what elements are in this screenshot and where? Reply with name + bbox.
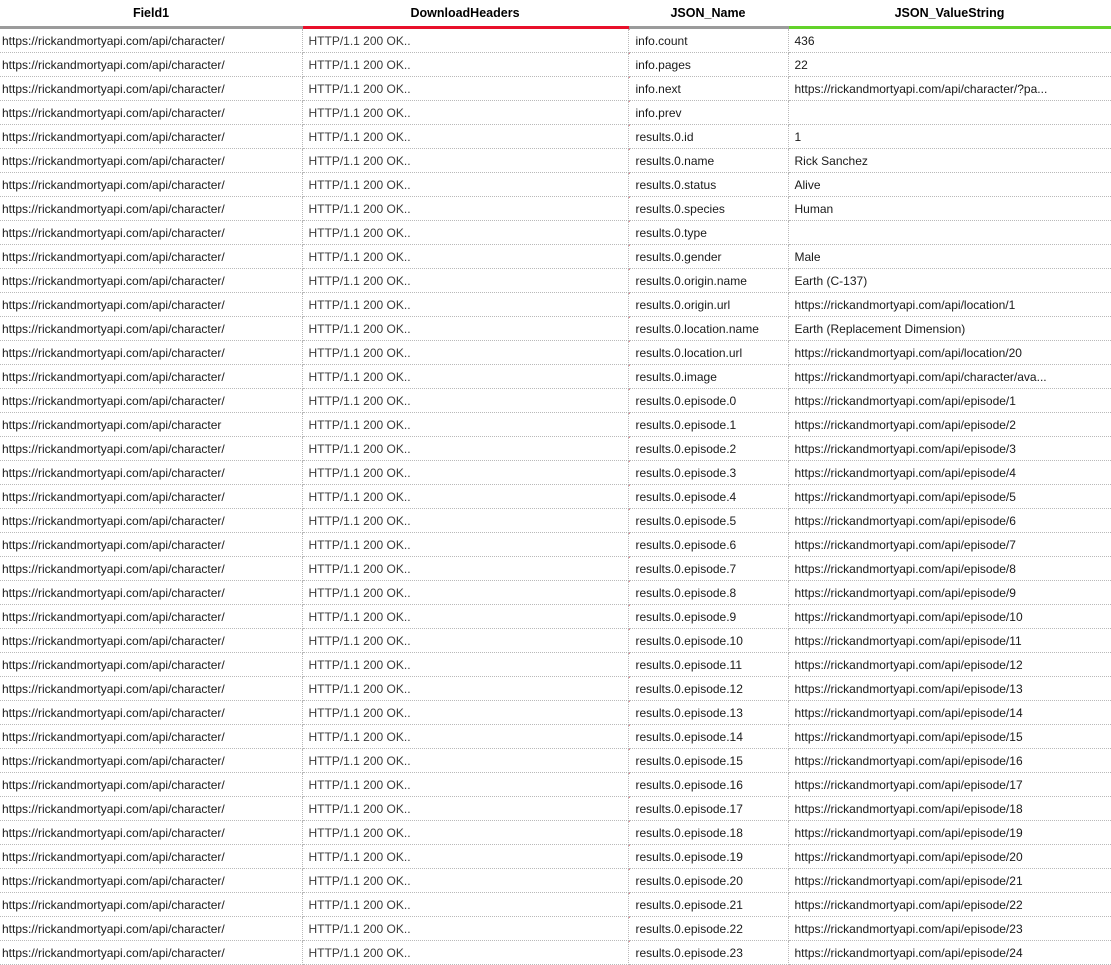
cell-field1[interactable]: https://rickandmortyapi.com/api/character/ (0, 581, 302, 605)
cell-download-headers[interactable]: HTTP/1.1 200 OK.. (302, 581, 628, 605)
cell-json-name-text: results.0.episode.22 (635, 921, 743, 936)
cell-error-triangle-icon (628, 245, 631, 254)
table-row[interactable] (0, 869, 1111, 893)
table-row[interactable] (0, 341, 1111, 365)
cell-json-name-text: results.0.episode.15 (635, 753, 743, 768)
cell-json-valuestring[interactable]: https://rickandmortyapi.com/api/episode/5 (788, 485, 1111, 509)
cell-error-triangle-icon (628, 341, 631, 350)
cell-error-triangle-icon (628, 485, 631, 494)
cell-json-valuestring[interactable]: https://rickandmortyapi.com/api/character/?pa... (788, 77, 1111, 101)
cell-json-name[interactable] (628, 173, 788, 197)
cell-download-headers[interactable]: HTTP/1.1 200 OK.. (302, 341, 628, 365)
cell-error-triangle-icon (628, 437, 631, 446)
cell-json-name[interactable] (628, 437, 788, 461)
table-row[interactable] (0, 28, 1111, 53)
table-row[interactable] (0, 773, 1111, 797)
cell-json-valuestring[interactable] (788, 221, 1111, 245)
cell-download-headers[interactable]: HTTP/1.1 200 OK.. (302, 149, 628, 173)
cell-json-valuestring[interactable]: https://rickandmortyapi.com/api/episode/11 (788, 629, 1111, 653)
cell-download-headers[interactable]: HTTP/1.1 200 OK.. (302, 869, 628, 893)
cell-field1[interactable]: https://rickandmortyapi.com/api/character/ (0, 101, 302, 125)
cell-download-headers[interactable]: HTTP/1.1 200 OK.. (302, 485, 628, 509)
cell-json-name-text: results.0.episode.16 (635, 777, 743, 792)
cell-json-name[interactable] (628, 125, 788, 149)
table-row[interactable] (0, 821, 1111, 845)
cell-field1[interactable]: https://rickandmortyapi.com/api/character/ (0, 365, 302, 389)
cell-json-name-text: results.0.episode.9 (635, 609, 737, 624)
cell-json-name[interactable] (628, 869, 788, 893)
cell-error-triangle-icon (628, 317, 631, 326)
cell-json-name-text: results.0.episode.12 (635, 681, 743, 696)
cell-json-name[interactable] (628, 941, 788, 965)
cell-json-valuestring[interactable]: https://rickandmortyapi.com/api/episode/18 (788, 797, 1111, 821)
cell-error-triangle-icon (628, 197, 631, 206)
cell-json-valuestring[interactable]: Earth (C-137) (788, 269, 1111, 293)
table-row[interactable] (0, 437, 1111, 461)
cell-field1[interactable]: https://rickandmortyapi.com/api/character/ (0, 341, 302, 365)
table-row[interactable] (0, 365, 1111, 389)
cell-error-triangle-icon (628, 389, 631, 398)
cell-json-name[interactable] (628, 317, 788, 341)
cell-download-headers[interactable]: HTTP/1.1 200 OK.. (302, 557, 628, 581)
cell-download-headers[interactable]: HTTP/1.1 200 OK.. (302, 845, 628, 869)
cell-json-name-text: results.0.origin.name (635, 273, 747, 288)
cell-download-headers[interactable]: HTTP/1.1 200 OK.. (302, 941, 628, 965)
cell-download-headers[interactable]: HTTP/1.1 200 OK.. (302, 677, 628, 701)
cell-json-name-text: results.0.episode.3 (635, 465, 737, 480)
cell-field1[interactable]: https://rickandmortyapi.com/api/character/ (0, 197, 302, 221)
cell-json-name[interactable] (628, 797, 788, 821)
cell-error-triangle-icon (628, 701, 631, 710)
cell-json-valuestring[interactable]: https://rickandmortyapi.com/api/episode/2 (788, 413, 1111, 437)
cell-field1[interactable]: https://rickandmortyapi.com/api/character/ (0, 725, 302, 749)
cell-json-name[interactable] (628, 365, 788, 389)
table-body (0, 28, 1111, 965)
cell-field1[interactable]: https://rickandmortyapi.com/api/character/ (0, 629, 302, 653)
cell-field1[interactable]: https://rickandmortyapi.com/api/character/ (0, 533, 302, 557)
cell-error-triangle-icon (628, 269, 631, 278)
cell-field1[interactable]: https://rickandmortyapi.com/api/character/ (0, 53, 302, 77)
cell-json-name[interactable] (628, 581, 788, 605)
table-row[interactable] (0, 629, 1111, 653)
cell-json-name-text: results.0.episode.8 (635, 585, 737, 600)
cell-download-headers[interactable]: HTTP/1.1 200 OK.. (302, 509, 628, 533)
cell-json-name-text: results.0.episode.11 (635, 657, 743, 672)
cell-error-triangle-icon (628, 797, 631, 806)
cell-json-name[interactable] (628, 845, 788, 869)
cell-download-headers[interactable]: HTTP/1.1 200 OK.. (302, 701, 628, 725)
cell-json-valuestring[interactable]: https://rickandmortyapi.com/api/episode/3 (788, 437, 1111, 461)
cell-field1[interactable]: https://rickandmortyapi.com/api/character/ (0, 821, 302, 845)
cell-json-name[interactable] (628, 605, 788, 629)
cell-error-triangle-icon (628, 653, 631, 662)
cell-error-triangle-icon (628, 893, 631, 902)
cell-json-valuestring[interactable]: https://rickandmortyapi.com/api/character/ava... (788, 365, 1111, 389)
cell-json-valuestring[interactable]: https://rickandmortyapi.com/api/episode/15 (788, 725, 1111, 749)
cell-field1[interactable]: https://rickandmortyapi.com/api/character/ (0, 389, 302, 413)
cell-download-headers[interactable]: HTTP/1.1 200 OK.. (302, 917, 628, 941)
cell-field1[interactable]: https://rickandmortyapi.com/api/character/ (0, 461, 302, 485)
table-row[interactable] (0, 653, 1111, 677)
cell-json-valuestring[interactable]: https://rickandmortyapi.com/api/location/1 (788, 293, 1111, 317)
cell-json-name-text: results.0.name (635, 153, 715, 168)
cell-error-triangle-icon (628, 749, 631, 758)
cell-field1[interactable]: https://rickandmortyapi.com/api/character/ (0, 917, 302, 941)
cell-json-valuestring[interactable]: https://rickandmortyapi.com/api/episode/14 (788, 701, 1111, 725)
cell-json-name[interactable] (628, 77, 788, 101)
cell-json-name-text: results.0.species (635, 201, 725, 216)
cell-field1[interactable]: https://rickandmortyapi.com/api/character/ (0, 317, 302, 341)
cell-field1[interactable]: https://rickandmortyapi.com/api/character/ (0, 509, 302, 533)
table-row[interactable] (0, 533, 1111, 557)
cell-json-valuestring[interactable]: https://rickandmortyapi.com/api/episode/16 (788, 749, 1111, 773)
table-row[interactable] (0, 797, 1111, 821)
cell-json-name[interactable] (628, 221, 788, 245)
cell-json-name[interactable] (628, 389, 788, 413)
cell-json-name-text: results.0.id (635, 129, 694, 144)
cell-json-name[interactable] (628, 269, 788, 293)
cell-json-name[interactable] (628, 341, 788, 365)
cell-download-headers[interactable]: HTTP/1.1 200 OK.. (302, 221, 628, 245)
cell-json-valuestring[interactable]: https://rickandmortyapi.com/api/episode/20 (788, 845, 1111, 869)
cell-download-headers[interactable]: HTTP/1.1 200 OK.. (302, 269, 628, 293)
table-row[interactable] (0, 77, 1111, 101)
cell-json-name-text: results.0.episode.10 (635, 633, 743, 648)
cell-download-headers[interactable]: HTTP/1.1 200 OK.. (302, 101, 628, 125)
cell-download-headers[interactable]: HTTP/1.1 200 OK.. (302, 749, 628, 773)
cell-error-triangle-icon (628, 413, 631, 422)
cell-json-name-text: results.0.type (635, 225, 707, 240)
table-row[interactable] (0, 101, 1111, 125)
column-header-json-name[interactable]: JSON_Name (628, 0, 788, 28)
cell-field1[interactable]: https://rickandmortyapi.com/api/character/ (0, 77, 302, 101)
cell-download-headers[interactable]: HTTP/1.1 200 OK.. (302, 125, 628, 149)
cell-json-valuestring[interactable]: https://rickandmortyapi.com/api/episode/1 (788, 389, 1111, 413)
cell-download-headers[interactable]: HTTP/1.1 200 OK.. (302, 413, 628, 437)
table-row[interactable] (0, 749, 1111, 773)
cell-field1[interactable]: https://rickandmortyapi.com/api/character/ (0, 221, 302, 245)
cell-field1[interactable]: https://rickandmortyapi.com/api/character/ (0, 149, 302, 173)
cell-json-name-text: results.0.episode.2 (635, 441, 737, 456)
cell-json-name[interactable] (628, 677, 788, 701)
table-row[interactable] (0, 125, 1111, 149)
cell-json-valuestring[interactable]: https://rickandmortyapi.com/api/episode/9 (788, 581, 1111, 605)
cell-error-triangle-icon (628, 101, 631, 110)
cell-error-triangle-icon (628, 821, 631, 830)
table-row[interactable] (0, 149, 1111, 173)
cell-download-headers[interactable]: HTTP/1.1 200 OK.. (302, 365, 628, 389)
cell-json-valuestring[interactable]: Human (788, 197, 1111, 221)
cell-download-headers[interactable]: HTTP/1.1 200 OK.. (302, 317, 628, 341)
cell-download-headers[interactable]: HTTP/1.1 200 OK.. (302, 173, 628, 197)
table-row[interactable] (0, 941, 1111, 965)
cell-json-valuestring[interactable]: Rick Sanchez (788, 149, 1111, 173)
table-row[interactable] (0, 173, 1111, 197)
cell-json-valuestring[interactable]: https://rickandmortyapi.com/api/episode/12 (788, 653, 1111, 677)
cell-error-triangle-icon (628, 221, 631, 230)
cell-field1[interactable]: https://rickandmortyapi.com/api/character/ (0, 845, 302, 869)
cell-json-name-text: results.0.status (635, 177, 717, 192)
cell-json-name-text: results.0.origin.url (635, 297, 731, 312)
cell-json-valuestring[interactable]: https://rickandmortyapi.com/api/episode/19 (788, 821, 1111, 845)
table-row[interactable] (0, 221, 1111, 245)
cell-field1[interactable]: https://rickandmortyapi.com/api/character/ (0, 245, 302, 269)
cell-json-name[interactable] (628, 557, 788, 581)
cell-json-valuestring[interactable]: https://rickandmortyapi.com/api/episode/23 (788, 917, 1111, 941)
table-row[interactable] (0, 557, 1111, 581)
cell-error-triangle-icon (628, 77, 631, 86)
cell-json-name[interactable] (628, 629, 788, 653)
cell-download-headers[interactable]: HTTP/1.1 200 OK.. (302, 197, 628, 221)
cell-download-headers[interactable]: HTTP/1.1 200 OK.. (302, 893, 628, 917)
table-row[interactable] (0, 605, 1111, 629)
cell-json-name-text: info.next (635, 81, 681, 96)
cell-json-name-text: results.0.episode.17 (635, 801, 743, 816)
cell-json-valuestring[interactable]: https://rickandmortyapi.com/api/episode/6 (788, 509, 1111, 533)
cell-json-name-text: results.0.image (635, 369, 717, 384)
cell-download-headers[interactable]: HTTP/1.1 200 OK.. (302, 821, 628, 845)
cell-json-name[interactable] (628, 533, 788, 557)
table-row[interactable] (0, 245, 1111, 269)
cell-json-name[interactable] (628, 509, 788, 533)
cell-json-name-text: results.0.episode.23 (635, 945, 743, 960)
cell-json-valuestring[interactable]: https://rickandmortyapi.com/api/episode/13 (788, 677, 1111, 701)
table-row[interactable] (0, 581, 1111, 605)
table-header-row (0, 0, 1111, 28)
cell-field1[interactable]: https://rickandmortyapi.com/api/character/ (0, 125, 302, 149)
cell-json-name-text: results.0.episode.13 (635, 705, 743, 720)
cell-json-name[interactable] (628, 893, 788, 917)
cell-field1[interactable]: https://rickandmortyapi.com/api/character/ (0, 797, 302, 821)
cell-json-name[interactable] (628, 245, 788, 269)
cell-download-headers[interactable]: HTTP/1.1 200 OK.. (302, 797, 628, 821)
cell-json-name-text: results.0.episode.5 (635, 513, 737, 528)
cell-error-triangle-icon (628, 629, 631, 638)
cell-json-name-text: results.0.episode.0 (635, 393, 737, 408)
cell-error-triangle-icon (628, 53, 631, 62)
table-row[interactable] (0, 389, 1111, 413)
cell-json-name-text: results.0.episode.7 (635, 561, 737, 576)
cell-json-name-text: results.0.episode.14 (635, 729, 743, 744)
cell-download-headers[interactable]: HTTP/1.1 200 OK.. (302, 461, 628, 485)
cell-field1[interactable]: https://rickandmortyapi.com/api/character/ (0, 28, 302, 53)
column-header-field1[interactable]: Field1 (0, 0, 302, 28)
cell-json-name[interactable] (628, 461, 788, 485)
cell-json-name-text: info.prev (635, 105, 682, 120)
cell-error-triangle-icon (628, 365, 631, 374)
cell-download-headers[interactable]: HTTP/1.1 200 OK.. (302, 773, 628, 797)
cell-json-valuestring[interactable]: https://rickandmortyapi.com/api/episode/4 (788, 461, 1111, 485)
cell-error-triangle-icon (628, 149, 631, 158)
cell-json-name[interactable] (628, 917, 788, 941)
cell-download-headers[interactable]: HTTP/1.1 200 OK.. (302, 605, 628, 629)
cell-download-headers[interactable]: HTTP/1.1 200 OK.. (302, 389, 628, 413)
cell-error-triangle-icon (628, 677, 631, 686)
cell-json-name-text: info.count (635, 33, 688, 48)
table-row[interactable] (0, 413, 1111, 437)
cell-field1[interactable]: https://rickandmortyapi.com/api/character/ (0, 653, 302, 677)
table-row[interactable] (0, 53, 1111, 77)
cell-json-name[interactable] (628, 293, 788, 317)
cell-json-name-text: results.0.episode.6 (635, 537, 737, 552)
cell-json-valuestring[interactable]: 436 (788, 28, 1111, 53)
cell-json-valuestring[interactable]: https://rickandmortyapi.com/api/episode/17 (788, 773, 1111, 797)
cell-json-name-text: results.0.episode.4 (635, 489, 737, 504)
cell-field1[interactable]: https://rickandmortyapi.com/api/character/ (0, 893, 302, 917)
cell-error-triangle-icon (628, 557, 631, 566)
cell-download-headers[interactable]: HTTP/1.1 200 OK.. (302, 437, 628, 461)
cell-download-headers[interactable]: HTTP/1.1 200 OK.. (302, 77, 628, 101)
cell-download-headers[interactable]: HTTP/1.1 200 OK.. (302, 629, 628, 653)
cell-json-valuestring[interactable]: https://rickandmortyapi.com/api/episode/7 (788, 533, 1111, 557)
cell-field1[interactable]: https://rickandmortyapi.com/api/character (0, 413, 302, 437)
cell-json-name-text: results.0.location.name (635, 321, 759, 336)
cell-field1[interactable]: https://rickandmortyapi.com/api/character/ (0, 485, 302, 509)
cell-json-name[interactable] (628, 725, 788, 749)
cell-download-headers[interactable]: HTTP/1.1 200 OK.. (302, 28, 628, 53)
cell-json-valuestring[interactable]: https://rickandmortyapi.com/api/episode/8 (788, 557, 1111, 581)
cell-field1[interactable]: https://rickandmortyapi.com/api/character/ (0, 293, 302, 317)
cell-json-name[interactable] (628, 28, 788, 53)
cell-json-name[interactable] (628, 197, 788, 221)
cell-json-valuestring[interactable]: https://rickandmortyapi.com/api/episode/24 (788, 941, 1111, 965)
cell-json-name[interactable] (628, 485, 788, 509)
cell-json-valuestring[interactable] (788, 101, 1111, 125)
cell-download-headers[interactable]: HTTP/1.1 200 OK.. (302, 245, 628, 269)
cell-download-headers[interactable]: HTTP/1.1 200 OK.. (302, 653, 628, 677)
cell-error-triangle-icon (628, 125, 631, 134)
cell-error-triangle-icon (628, 845, 631, 854)
cell-field1[interactable]: https://rickandmortyapi.com/api/character/ (0, 173, 302, 197)
table-row[interactable] (0, 509, 1111, 533)
cell-json-name-text: results.0.episode.20 (635, 873, 743, 888)
cell-error-triangle-icon (628, 173, 631, 182)
cell-json-valuestring[interactable]: https://rickandmortyapi.com/api/episode/21 (788, 869, 1111, 893)
cell-field1[interactable]: https://rickandmortyapi.com/api/character/ (0, 941, 302, 965)
table-row[interactable] (0, 845, 1111, 869)
cell-json-valuestring[interactable]: https://rickandmortyapi.com/api/episode/10 (788, 605, 1111, 629)
cell-json-name[interactable] (628, 101, 788, 125)
cell-field1[interactable]: https://rickandmortyapi.com/api/character/ (0, 749, 302, 773)
table-row[interactable] (0, 893, 1111, 917)
column-header-downloadheaders[interactable]: DownloadHeaders (302, 0, 628, 28)
cell-json-valuestring[interactable]: Male (788, 245, 1111, 269)
cell-field1[interactable]: https://rickandmortyapi.com/api/character/ (0, 557, 302, 581)
cell-json-name-text: results.0.gender (635, 249, 722, 264)
cell-json-name[interactable] (628, 773, 788, 797)
cell-error-triangle-icon (628, 581, 631, 590)
cell-error-triangle-icon (628, 293, 631, 302)
cell-json-valuestring[interactable]: 1 (788, 125, 1111, 149)
cell-download-headers[interactable]: HTTP/1.1 200 OK.. (302, 293, 628, 317)
table-row[interactable] (0, 317, 1111, 341)
cell-field1[interactable]: https://rickandmortyapi.com/api/character/ (0, 605, 302, 629)
cell-field1[interactable]: https://rickandmortyapi.com/api/character/ (0, 773, 302, 797)
cell-json-name[interactable] (628, 413, 788, 437)
cell-error-triangle-icon (628, 509, 631, 518)
cell-json-name[interactable] (628, 701, 788, 725)
cell-error-triangle-icon (628, 869, 631, 878)
cell-download-headers[interactable]: HTTP/1.1 200 OK.. (302, 533, 628, 557)
cell-error-triangle-icon (628, 773, 631, 782)
cell-field1[interactable]: https://rickandmortyapi.com/api/character/ (0, 701, 302, 725)
table-row[interactable] (0, 269, 1111, 293)
cell-json-valuestring[interactable]: https://rickandmortyapi.com/api/location/20 (788, 341, 1111, 365)
table-row[interactable] (0, 725, 1111, 749)
cell-error-triangle-icon (628, 605, 631, 614)
cell-download-headers[interactable]: HTTP/1.1 200 OK.. (302, 53, 628, 77)
cell-field1[interactable]: https://rickandmortyapi.com/api/character/ (0, 437, 302, 461)
cell-json-valuestring[interactable]: 22 (788, 53, 1111, 77)
table-row[interactable] (0, 485, 1111, 509)
cell-error-triangle-icon (628, 461, 631, 470)
cell-field1[interactable]: https://rickandmortyapi.com/api/character/ (0, 269, 302, 293)
table-row[interactable] (0, 293, 1111, 317)
table-row[interactable] (0, 197, 1111, 221)
cell-error-triangle-icon (628, 533, 631, 542)
cell-json-name-text: results.0.episode.18 (635, 825, 743, 840)
cell-json-name-text: info.pages (635, 57, 691, 72)
cell-json-name-text: results.0.location.url (635, 345, 743, 360)
cell-json-name-text: results.0.episode.21 (635, 897, 743, 912)
table-row[interactable] (0, 917, 1111, 941)
cell-json-valuestring[interactable]: Alive (788, 173, 1111, 197)
cell-json-valuestring[interactable]: https://rickandmortyapi.com/api/episode/22 (788, 893, 1111, 917)
cell-error-triangle-icon (628, 725, 631, 734)
cell-json-name[interactable] (628, 53, 788, 77)
table-row[interactable] (0, 677, 1111, 701)
cell-json-name-text: results.0.episode.1 (635, 417, 737, 432)
cell-field1[interactable]: https://rickandmortyapi.com/api/character/ (0, 869, 302, 893)
cell-json-name[interactable] (628, 749, 788, 773)
table-row[interactable] (0, 701, 1111, 725)
column-header-json-valuestring[interactable]: JSON_ValueString (788, 0, 1111, 28)
cell-json-name[interactable] (628, 149, 788, 173)
table-row[interactable] (0, 461, 1111, 485)
cell-json-name-text: results.0.episode.19 (635, 849, 743, 864)
cell-error-triangle-icon (628, 941, 631, 950)
cell-json-valuestring[interactable]: Earth (Replacement Dimension) (788, 317, 1111, 341)
cell-json-name[interactable] (628, 821, 788, 845)
cell-error-triangle-icon (628, 917, 631, 926)
cell-error-triangle-icon (628, 28, 631, 37)
cell-download-headers[interactable]: HTTP/1.1 200 OK.. (302, 725, 628, 749)
cell-field1[interactable]: https://rickandmortyapi.com/api/character/ (0, 677, 302, 701)
cell-json-name[interactable] (628, 653, 788, 677)
